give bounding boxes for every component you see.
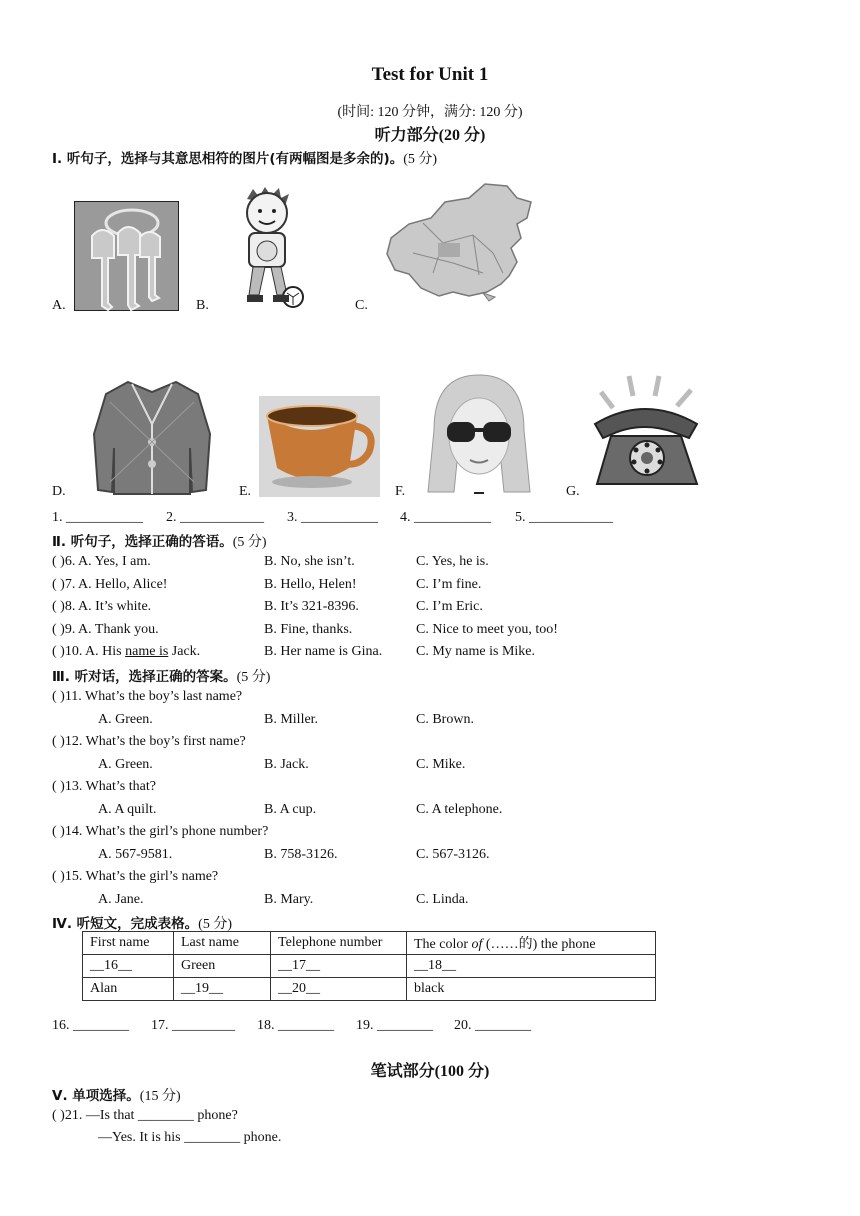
- picture-d-label: D.: [52, 484, 66, 499]
- option-12a: A. Green.: [98, 757, 153, 772]
- option-15b: B. Mary.: [264, 892, 314, 907]
- question-13: ( )13. What’s that?: [52, 779, 156, 794]
- table-cell: Green: [174, 955, 271, 978]
- question-14: ( )14. What’s the girl’s phone number?: [52, 824, 269, 839]
- option-7b: B. Hello, Helen!: [264, 577, 357, 592]
- table-row: [83, 978, 656, 1001]
- option-12b: B. Jack.: [264, 757, 309, 772]
- option-14c: C. 567-3126.: [416, 847, 490, 862]
- option-15c: C. Linda.: [416, 892, 469, 907]
- jacket-image: [90, 372, 215, 497]
- question-21: ( )21. —Is that ________ phone?: [52, 1108, 238, 1123]
- picture-a-label: A.: [52, 298, 66, 313]
- header-phone-color: The color of (……的) the phone: [407, 932, 656, 955]
- page-title: Test for Unit 1: [371, 64, 489, 85]
- option-11a: A. Green.: [98, 712, 153, 727]
- question-9: ( )9. A. Thank you.: [52, 622, 159, 637]
- writing-part-title: 笔试部分(100 分): [370, 1063, 490, 1080]
- test-info: (时间: 120 分钟，满分: 120 分): [337, 105, 523, 120]
- option-15a: A. Jane.: [98, 892, 144, 907]
- option-13a: A. A quilt.: [98, 802, 157, 817]
- question-21-response: —Yes. It is his ________ phone.: [98, 1130, 282, 1145]
- question-8: ( )8. A. It’s white.: [52, 599, 152, 614]
- option-14b: B. 758-3126.: [264, 847, 338, 862]
- table-cell[interactable]: __16__: [83, 955, 174, 978]
- table-cell[interactable]: __19__: [174, 978, 271, 1001]
- china-map-image: [383, 183, 538, 311]
- keys-image: [74, 201, 179, 311]
- section-5-heading: Ⅴ. 单项选择。(15 分): [52, 1088, 181, 1104]
- option-10b: B. Her name is Gina.: [264, 644, 383, 659]
- question-10: ( )10. A. His name is Jack.: [52, 644, 201, 659]
- cup-image: [259, 396, 380, 497]
- question-15: ( )15. What’s the girl’s name?: [52, 869, 219, 884]
- option-13b: B. A cup.: [264, 802, 317, 817]
- answer-blank-1[interactable]: 1. ___________: [52, 510, 143, 525]
- table-row: [83, 955, 656, 978]
- option-7c: C. I’m fine.: [416, 577, 482, 592]
- answer-blank-3[interactable]: 3. ___________: [287, 510, 378, 525]
- table-cell: black: [407, 978, 656, 1001]
- option-12c: C. Mike.: [416, 757, 466, 772]
- header-first-name: First name: [83, 932, 174, 955]
- listening-part-title: 听力部分(20 分): [374, 127, 486, 144]
- telephone-image: [587, 374, 705, 497]
- picture-g-label: G.: [566, 484, 580, 499]
- option-6b: B. No, she isn’t.: [264, 554, 355, 569]
- answer-blank-20[interactable]: 20. ________: [454, 1018, 531, 1033]
- table-header-row: [83, 932, 656, 955]
- section-1-heading: Ⅰ. 听句子，选择与其意思相符的图片(有两幅图是多余的)。(5 分): [52, 151, 438, 167]
- answer-blank-2[interactable]: 2. ____________: [166, 510, 264, 525]
- option-13c: C. A telephone.: [416, 802, 503, 817]
- section-3-heading: Ⅲ. 听对话，选择正确的答案。(5 分): [52, 669, 271, 685]
- table-cell[interactable]: __20__: [271, 978, 407, 1001]
- option-8b: B. It’s 321-8396.: [264, 599, 359, 614]
- section-4-heading: Ⅳ. 听短文，完成表格。(5 分): [52, 916, 232, 932]
- answer-blank-19[interactable]: 19. ________: [356, 1018, 433, 1033]
- option-10c: C. My name is Mike.: [416, 644, 535, 659]
- option-11b: B. Miller.: [264, 712, 319, 727]
- table-cell: Alan: [83, 978, 174, 1001]
- picture-e-label: E.: [239, 484, 252, 499]
- question-6: ( )6. A. Yes, I am.: [52, 554, 151, 569]
- option-8c: C. I’m Eric.: [416, 599, 483, 614]
- question-12: ( )12. What’s the boy’s first name?: [52, 734, 246, 749]
- picture-b-label: B.: [196, 298, 209, 313]
- question-11: ( )11. What’s the boy’s last name?: [52, 689, 243, 704]
- answer-blank-4[interactable]: 4. ___________: [400, 510, 491, 525]
- option-9b: B. Fine, thanks.: [264, 622, 353, 637]
- option-6c: C. Yes, he is.: [416, 554, 489, 569]
- table-cell[interactable]: __17__: [271, 955, 407, 978]
- picture-c-label: C.: [355, 298, 368, 313]
- table-cell[interactable]: __18__: [407, 955, 656, 978]
- answer-blank-17[interactable]: 17. _________: [151, 1018, 235, 1033]
- section-2-heading: Ⅱ. 听句子，选择正确的答语。(5 分): [52, 534, 267, 550]
- picture-f-label: F.: [395, 484, 406, 499]
- answer-blank-16[interactable]: 16. ________: [52, 1018, 129, 1033]
- header-last-name: Last name: [174, 932, 271, 955]
- answer-blank-5[interactable]: 5. ____________: [515, 510, 613, 525]
- question-7: ( )7. A. Hello, Alice!: [52, 577, 168, 592]
- option-14a: A. 567-9581.: [98, 847, 173, 862]
- girl-glasses-image: [414, 370, 544, 497]
- info-table: [82, 931, 656, 1001]
- answer-blank-18[interactable]: 18. ________: [257, 1018, 334, 1033]
- option-11c: C. Brown.: [416, 712, 474, 727]
- header-telephone: Telephone number: [271, 932, 407, 955]
- option-9c: C. Nice to meet you, too!: [416, 622, 558, 637]
- boy-soccer-image: [217, 181, 317, 311]
